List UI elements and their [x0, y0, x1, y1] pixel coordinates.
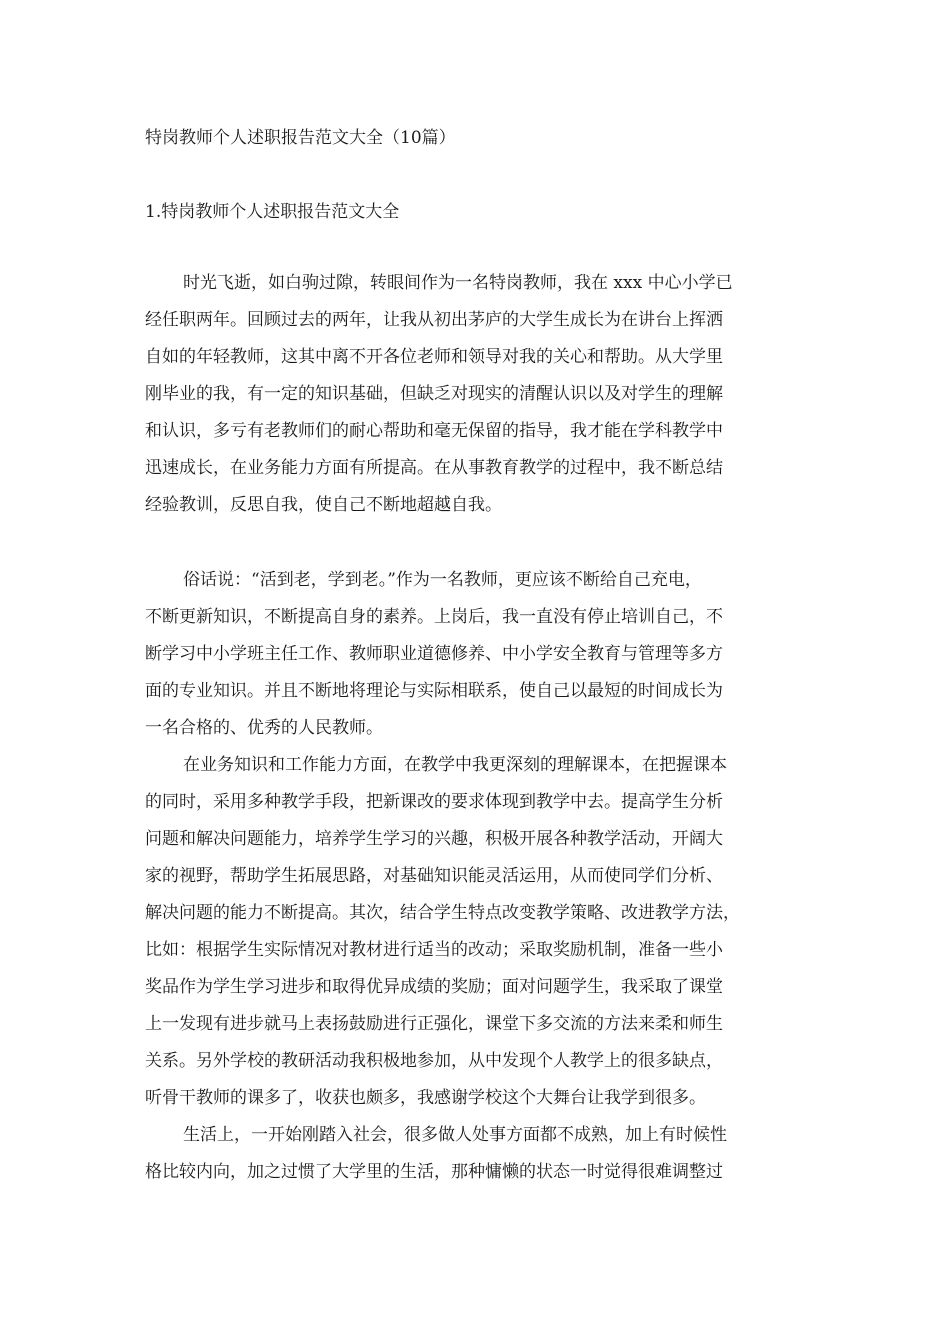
paragraph-line: 迅速成长，在业务能力方面有所提高。在从事教育教学的过程中，我不断总结 — [145, 458, 723, 478]
paragraph-line: 时光飞逝，如白驹过隙，转眼间作为一名特岗教师，我在 xxx 中心小学已 — [183, 273, 733, 293]
paragraph-line: 刚毕业的我，有一定的知识基础，但缺乏对现实的清醒认识以及对学生的理解 — [145, 384, 723, 404]
paragraph-line: 断学习中小学班主任工作、教师职业道德修养、中小学安全教育与管理等多方 — [145, 644, 723, 664]
paragraph-line: 比如：根据学生实际情况对教材进行适当的改动；采取奖励机制，准备一些小 — [145, 940, 723, 960]
paragraph-line: 关系。另外学校的教研活动我积极地参加，从中发现个人教学上的很多缺点， — [145, 1051, 723, 1071]
paragraph-line: 在业务知识和工作能力方面，在教学中我更深刻的理解课本，在把握课本 — [183, 755, 727, 775]
paragraph-line: 奖品作为学生学习进步和取得优异成绩的奖励；面对问题学生，我采取了课堂 — [145, 977, 723, 997]
section-heading: 1.特岗教师个人述职报告范文大全 — [145, 202, 400, 222]
paragraph-line: 的同时，采用多种教学手段，把新课改的要求体现到教学中去。提高学生分析 — [145, 792, 723, 812]
paragraph-line: 听骨干教师的课多了，收获也颇多，我感谢学校这个大舞台让我学到很多。 — [145, 1088, 706, 1108]
paragraph-line: 经验教训，反思自我，使自己不断地超越自我。 — [145, 495, 502, 515]
paragraph-line: 和认识，多亏有老教师们的耐心帮助和毫无保留的指导，我才能在学科教学中 — [145, 421, 723, 441]
paragraph-2 — [145, 562, 825, 747]
paragraph-line: 解决问题的能力不断提高。其次，结合学生特点改变教学策略、改进教学方法， — [145, 903, 740, 923]
paragraph-1 — [145, 265, 825, 524]
paragraph-line: 生活上，一开始刚踏入社会，很多做人处事方面都不成熟，加上有时候性 — [183, 1125, 727, 1145]
paragraph-line: 格比较内向，加之过惯了大学里的生活，那种慵懒的状态一时觉得很难调整过 — [145, 1162, 723, 1182]
paragraph-3 — [145, 747, 825, 1117]
paragraph-line: 自如的年轻教师，这其中离不开各位老师和领导对我的关心和帮助。从大学里 — [145, 347, 723, 367]
paragraph-4 — [145, 1117, 825, 1191]
paragraph-line: 不断更新知识，不断提高自身的素养。上岗后，我一直没有停止培训自己，不 — [145, 607, 723, 627]
document-title: 特岗教师个人述职报告范文大全（10篇） — [145, 128, 456, 148]
paragraph-line: 上一发现有进步就马上表扬鼓励进行正强化，课堂下多交流的方法来柔和师生 — [145, 1014, 723, 1034]
paragraph-line: 一名合格的、优秀的人民教师。 — [145, 718, 383, 738]
paragraph-line: 问题和解决问题能力，培养学生学习的兴趣，积极开展各种教学活动，开阔大 — [145, 829, 723, 849]
paragraph-line: 经任职两年。回顾过去的两年，让我从初出茅庐的大学生成长为在讲台上挥洒 — [145, 310, 723, 330]
paragraph-line: 俗话说：“活到老，学到老。”作为一名教师，更应该不断给自己充电， — [183, 570, 702, 590]
paragraph-line: 面的专业知识。并且不断地将理论与实际相联系，使自己以最短的时间成长为 — [145, 681, 723, 701]
paragraph-line: 家的视野，帮助学生拓展思路，对基础知识能灵活运用，从而使同学们分析、 — [145, 866, 723, 886]
